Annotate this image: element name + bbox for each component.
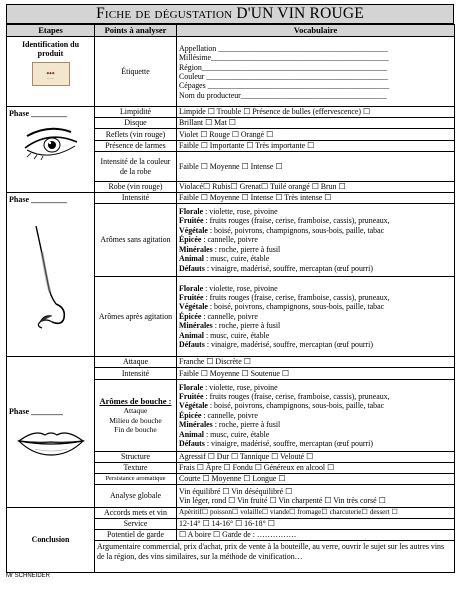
page-title: Fiche de dégustation D'UN VIN ROUGE	[6, 4, 454, 24]
eye-point-robe: Robe (vin rouge)	[95, 182, 177, 193]
nose-point-before: Arômes sans agitation	[95, 204, 177, 277]
mouth-point-aromas	[95, 380, 177, 452]
field-appellation[interactable]: Appellation ___________________________________________	[179, 43, 388, 53]
tasting-sheet-table	[6, 24, 455, 573]
aroma-line: Minérales : roche, pierre à fusil	[179, 321, 281, 331]
concl-vocab-accords[interactable]: Apéritif☐ poisson☐ volaille☐ viande☐ fromage☐ charcuterie☐ dessert ☐	[177, 508, 455, 519]
wine-label-icon: ◆◆◆ ——	[32, 62, 70, 86]
aroma-line: Minérales : roche, pierre à fusil	[179, 420, 281, 430]
phase-eye-cell	[7, 107, 95, 193]
lips-icon	[15, 427, 87, 457]
mouth-point-persistance: Persistance aromatique	[95, 474, 177, 485]
ident-fields	[177, 37, 455, 107]
eye-point-disque: Disque	[95, 118, 177, 129]
global-line-2[interactable]: Vin léger, rond ☐ Vin fruité ☐ Vin charpenté ☐ Vin très corsé ☐	[179, 496, 386, 505]
mouth-vocab-structure[interactable]: Agressif ☐ Dur ☐ Tannique ☐ Velouté ☐	[177, 452, 455, 463]
ident-row	[7, 37, 455, 107]
aroma-line: Végétale : boisé, poivrons, champignons, sous-bois, paille, tabac	[179, 302, 385, 312]
nose-point-intensite: Intensité	[95, 193, 177, 204]
nose-vocab-intensite[interactable]: Faible ☐ Moyenne ☐ Intense ☐ Très intense ☐	[177, 193, 455, 204]
aroma-line: Défauts : vinaigre, madérisé, souffre, mercaptan (œuf pourri)	[179, 340, 373, 350]
aroma-line: Minérales : roche, pierre à fusil	[179, 244, 281, 254]
concl-vocab-service[interactable]: 12-14° ☐ 14-16° ☐ 16-18° ☐	[177, 519, 455, 530]
concl-point-accords: Accords mets et vin	[95, 508, 177, 519]
eye-row-0	[7, 107, 455, 118]
eye-vocab-limpidite[interactable]: Limpide ☐ Trouble ☐ Présence de bulles (effervescence) ☐	[177, 107, 455, 118]
mouth-aromas-title: Arômes de bouche :	[99, 395, 172, 406]
eye-point-intensite: Intensité de la couleur de la robe	[95, 152, 177, 182]
mouth-point-texture: Texture	[95, 463, 177, 474]
concl-row-accords	[7, 508, 455, 519]
nose-row-intensity	[7, 193, 455, 204]
mouth-sub-milieu: Milieu de bouche	[109, 415, 162, 425]
field-couleur[interactable]: Couleur ______________________________________________	[179, 72, 388, 81]
eye-vocab-disque[interactable]: Brillant ☐ Mat ☐	[177, 118, 455, 129]
concl-vocab-garde[interactable]: ☐ A boire ☐ Garde de : ……………	[177, 530, 455, 541]
conclusion-cell: Conclusion	[7, 508, 95, 573]
aroma-line: Défauts : vinaigre, madérisé, souffre, mercaptan (œuf pourri)	[179, 263, 373, 273]
mouth-vocab-aromas	[177, 380, 455, 452]
mouth-vocab-global	[177, 485, 455, 508]
nose-vocab-before	[177, 204, 455, 277]
mouth-point-global: Analyse globale	[95, 485, 177, 508]
aroma-line: Animal : musc, cuire, étable	[179, 254, 270, 264]
eye-point-limpidite: Limpidité	[95, 107, 177, 118]
header-points: Points à analyser	[95, 25, 177, 37]
mouth-vocab-attaque[interactable]: Franche ☐ Discrète ☐	[177, 357, 455, 368]
concl-argument: Argumentaire commercial, prix d'achat, prix de vente à la bouteille, au verre, ouvrir le sujet sur les autres vins de la région, des vins similaires, sur la méthode de vinification…	[95, 541, 455, 573]
nose-icon	[26, 222, 76, 332]
nose-point-after: Arômes après agitation	[95, 277, 177, 357]
concl-point-garde: Potentiel de garde	[95, 530, 177, 541]
mouth-vocab-texture[interactable]: Frais ☐ Âpre ☐ Fondu ☐ Généreux en alcool ☐	[177, 463, 455, 474]
footer-author: Mr SCHNEIDER	[6, 573, 51, 579]
mouth-vocab-persistance[interactable]: Courte ☐ Moyenne ☐ Longue ☐	[177, 474, 455, 485]
mouth-point-intensite: Intensité	[95, 368, 177, 380]
header-steps: Etapes	[7, 25, 95, 37]
aroma-line: Végétale : boisé, poivrons, champignons, sous-bois, paille, tabac	[179, 401, 385, 411]
phase-nose-cell	[7, 193, 95, 357]
aroma-line: Épicée : cannelle, poivre	[179, 235, 258, 245]
ident-title: Identification du produit	[21, 40, 80, 59]
field-producteur[interactable]: Nom du producteur_____________________________________	[179, 90, 387, 100]
aroma-line: Fruitée : fruits rouges (fraise, cerise, framboise, cassis), pruneaux,	[179, 292, 390, 302]
aroma-line: Animal : musc, cuire, étable	[179, 330, 270, 340]
mouth-sub-attaque: Attaque	[123, 406, 148, 416]
header-row	[7, 25, 455, 37]
field-cepages[interactable]: Cépages ______________________________________________	[179, 81, 390, 91]
mouth-point-structure: Structure	[95, 452, 177, 463]
aroma-line: Épicée : cannelle, poivre	[179, 311, 258, 321]
aroma-line: Fruitée : fruits rouges (fraise, cerise, framboise, cassis), pruneaux,	[179, 391, 390, 401]
phase-mouth-label[interactable]: Phase ________	[9, 407, 63, 417]
phase-eye-label[interactable]: Phase _________	[9, 109, 67, 118]
mouth-vocab-intensite[interactable]: Faible ☐ Moyenne ☐ Soutenue ☐	[177, 368, 455, 380]
header-vocab: Vocabulaire	[177, 25, 455, 37]
aroma-line: Épicée : cannelle, poivre	[179, 410, 258, 420]
eye-icon	[19, 126, 83, 166]
nose-vocab-after	[177, 277, 455, 357]
ident-step-cell	[7, 37, 95, 107]
field-region[interactable]: Région_______________________________________________	[179, 62, 388, 72]
phase-nose-label[interactable]: Phase _________	[9, 195, 67, 204]
eye-point-larmes: Présence de larmes	[95, 141, 177, 152]
aroma-line: Défauts : vinaigre, madérisé, souffre, mercaptan (œuf pourri)	[179, 439, 373, 449]
aroma-line: Florale : violette, rose, pivoine	[179, 283, 278, 293]
aroma-line: Florale : violette, rose, pivoine	[179, 382, 278, 392]
ident-point: Étiquette	[95, 37, 177, 107]
aroma-line: Fruitée : fruits rouges (fraise, cerise, framboise, cassis), pruneaux,	[179, 216, 390, 226]
concl-point-service: Service	[95, 519, 177, 530]
aroma-line: Florale : violette, rose, pivoine	[179, 207, 278, 217]
eye-vocab-larmes[interactable]: Faible ☐ Importante ☐ Très importante ☐	[177, 141, 455, 152]
global-line-1[interactable]: Vin équilibré ☐ Vin déséquilibré ☐	[179, 486, 293, 496]
mouth-sub-fin: Fin de bouche	[114, 424, 157, 434]
eye-vocab-intensite[interactable]: Faible ☐ Moyenne ☐ Intense ☐	[177, 152, 455, 182]
mouth-row-attaque	[7, 357, 455, 368]
eye-vocab-robe[interactable]: Violacé☐ Rubis☐ Grenat☐ Tuilé orangé ☐ Brun ☐	[177, 182, 455, 193]
aroma-line: Animal : musc, cuire, étable	[179, 429, 270, 439]
mouth-point-attaque: Attaque	[95, 357, 177, 368]
field-millesime[interactable]: Millésime_____________________________________________	[179, 53, 389, 63]
eye-point-reflets: Reflets (vin rouge)	[95, 129, 177, 141]
phase-mouth-cell	[7, 357, 95, 508]
eye-vocab-reflets[interactable]: Violet ☐ Rouge ☐ Orangé ☐	[177, 129, 455, 141]
aroma-line: Végétale : boisé, poivrons, champignons, sous-bois, paille, tabac	[179, 225, 385, 235]
